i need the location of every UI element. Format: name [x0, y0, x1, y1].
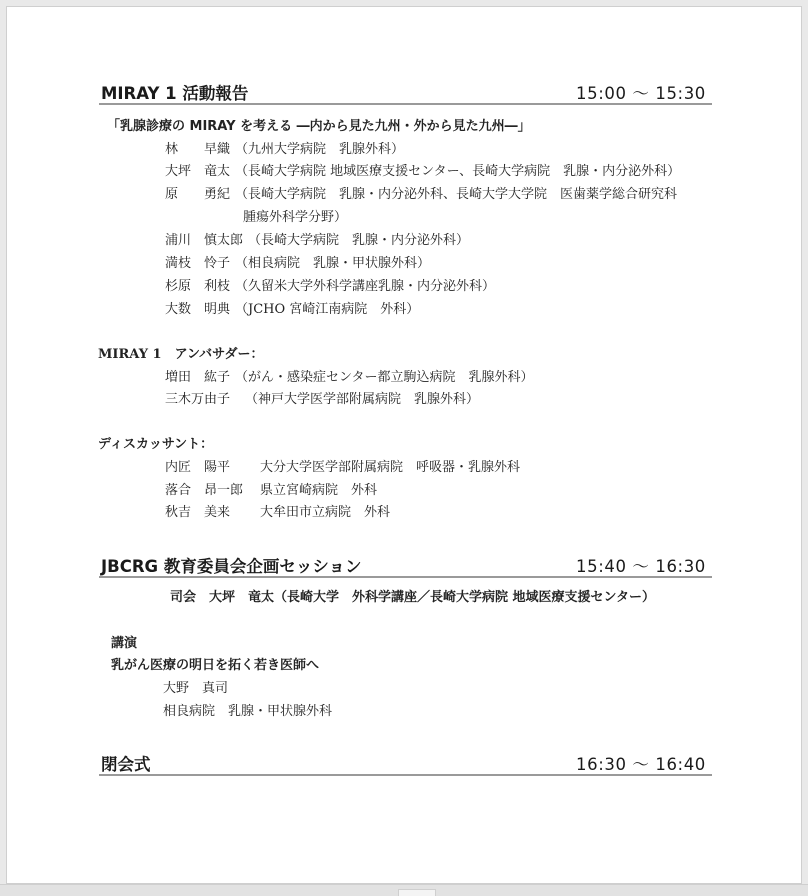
- discussant-affiliation: 大分大学医学部附属病院 呼吸器・乳腺外科: [260, 460, 521, 475]
- ambassador-affiliation: （神戸大学医学部附属病院 乳腺外科）: [245, 392, 480, 407]
- discussant-name: 内匠 陽平: [165, 460, 231, 475]
- speaker-name: 大数 明典: [165, 302, 231, 317]
- lecture-title: 乳がん医療の明日を拓く若き医師へ: [111, 658, 320, 673]
- speaker-affiliation: （長崎大学病院 乳腺・内分泌外科、長崎大学大学院 医歯薬学総合研究科: [235, 187, 678, 202]
- section-title: MIRAY 1 活動報告: [101, 84, 249, 103]
- lecture-label: 講演: [111, 636, 138, 651]
- discussant-name: 秋吉 美来: [165, 505, 231, 520]
- lecturer-affiliation: 相良病院 乳腺・甲状腺外科: [163, 704, 333, 719]
- ambassador-affiliation: （がん・感染症センター都立駒込病院 乳腺外科）: [235, 370, 534, 385]
- section-title: JBCRG 教育委員会企画セッション: [101, 557, 362, 576]
- lecturer-name: 大野 真司: [163, 681, 229, 696]
- discussant-label: ディスカッサント：: [98, 437, 214, 452]
- speaker-affiliation: （久留米大学外科学講座乳腺・内分泌外科）: [235, 279, 496, 294]
- discussant-affiliation: 県立宮崎病院 外科: [260, 483, 378, 498]
- speaker-affiliation-continued: 腫瘍外科学分野）: [243, 210, 348, 225]
- speaker-affiliation: （九州大学病院 乳腺外科）: [235, 142, 405, 157]
- speaker-name: 原 勇紀: [165, 187, 231, 202]
- speaker-affiliation: （長崎大学病院 地域医療支援センター、長崎大学病院 乳腺・内分泌外科）: [235, 164, 681, 179]
- speaker-affiliation: （長崎大学病院 乳腺・内分泌外科）: [248, 233, 470, 248]
- speaker-name: 林 早織: [165, 142, 231, 157]
- section-divider: [99, 103, 712, 105]
- speaker-name: 浦川 慎太郎: [165, 233, 244, 248]
- section-title: 閉会式: [101, 755, 151, 774]
- section-time: 16:30 ～ 16:40: [576, 755, 706, 774]
- section-divider: [99, 774, 712, 776]
- ambassador-name: 三木万由子: [165, 392, 231, 407]
- speaker-name: 満枝 怜子: [165, 256, 231, 271]
- speaker-name: 大坪 竜太: [165, 164, 231, 179]
- session-title: 「乳腺診療の MIRAY を考える ―内から見た九州・外から見た九州―」: [107, 119, 531, 134]
- speaker-affiliation: （相良病院 乳腺・甲状腺外科）: [235, 256, 431, 271]
- speaker-affiliation: （JCHO 宮崎江南病院 外科）: [235, 302, 420, 317]
- section-time: 15:00 ～ 15:30: [576, 84, 706, 103]
- section-time: 15:40 ～ 16:30: [576, 557, 706, 576]
- speaker-name: 杉原 利枝: [165, 279, 231, 294]
- ambassador-label: MIRAY 1 アンバサダー：: [98, 347, 264, 362]
- discussant-affiliation: 大牟田市立病院 外科: [260, 505, 391, 520]
- ambassador-name: 増田 紘子: [165, 370, 231, 385]
- discussant-name: 落合 昂一郎: [165, 483, 244, 498]
- session-chair: 司会 大坪 竜太（長崎大学 外科学講座／長崎大学病院 地域医療支援センター）: [170, 590, 656, 605]
- section-divider: [99, 576, 712, 578]
